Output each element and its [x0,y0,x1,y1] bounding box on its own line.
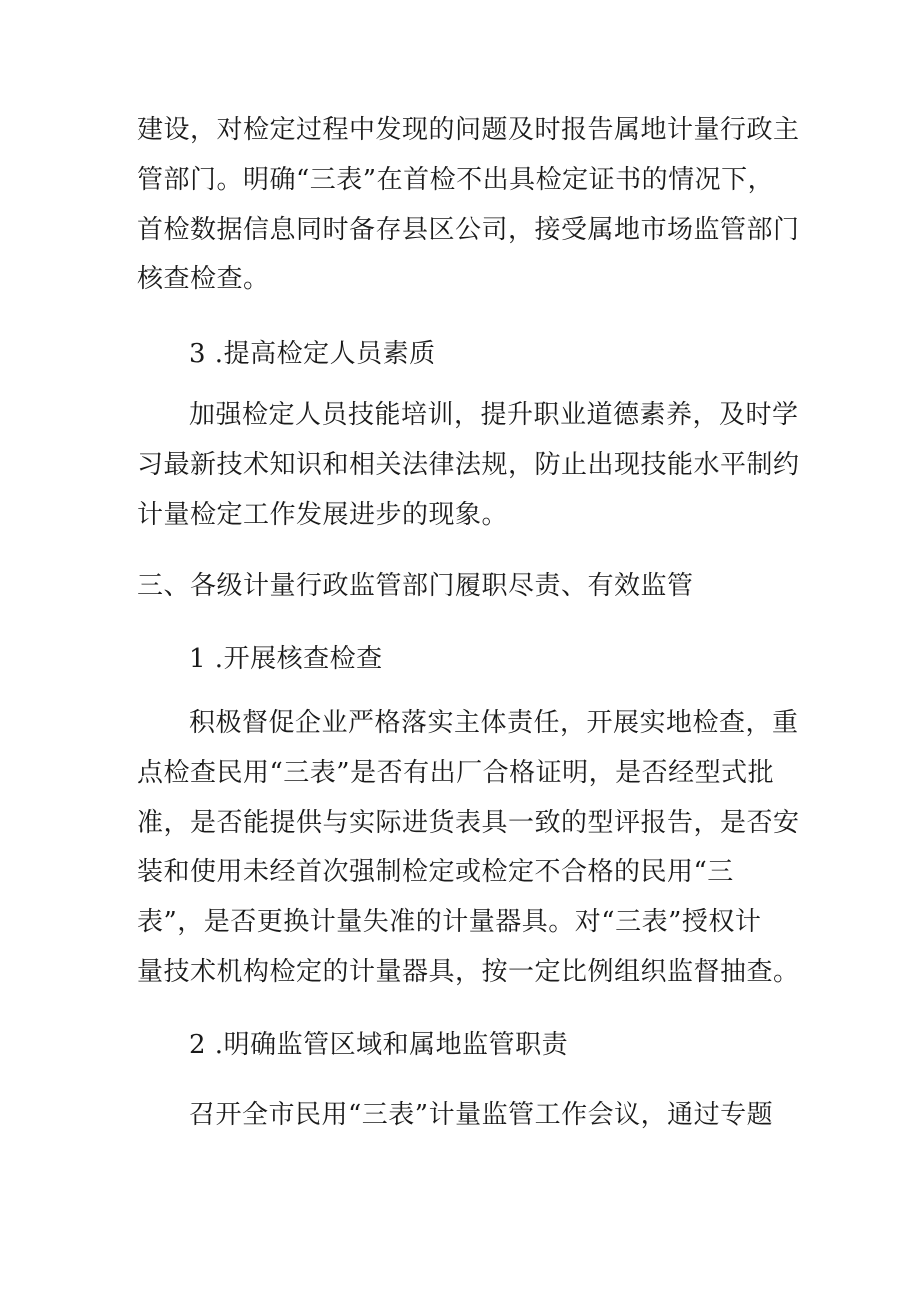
subheading-1: 1 .开展核查检查 [189,644,383,674]
paragraph-line: 习最新技术知识和相关法律法规，防止出现技能水平制约 [137,450,800,480]
paragraph-line: 计量检定工作发展进步的现象。 [137,500,509,530]
paragraph-line: 积极督促企业严格落实主体责任，开展实地检查，重 [189,708,799,738]
paragraph-line: 建设，对检定过程中发现的问题及时报告属地计量行政主 [137,115,800,145]
paragraph-line: 管部门。明确“三表”在首检不出具检定证书的情况下， [137,165,775,195]
paragraph-line: 召开全市民用“三表”计量监管工作会议，通过专题 [189,1100,774,1130]
section-heading-3: 三、各级计量行政监管部门履职尽责、有效监管 [137,571,694,601]
paragraph-line: 表”，是否更换计量失准的计量器具。对“三表”授权计 [137,907,762,937]
paragraph-line: 装和使用未经首次强制检定或检定不合格的民用“三 [137,857,734,887]
paragraph-line: 点检查民用“三表”是否有出厂合格证明，是否经型式批 [137,758,775,788]
subheading-3: 3 .提高检定人员素质 [189,339,436,369]
paragraph-line: 首检数据信息同时备存县区公司，接受属地市场监管部门 [137,215,800,245]
paragraph-line: 核查检查。 [137,264,270,294]
subheading-2: 2 .明确监管区域和属地监管职责 [189,1030,569,1060]
paragraph-line: 加强检定人员技能培训，提升职业道德素养，及时学 [189,400,799,430]
paragraph-line: 准，是否能提供与实际进货表具一致的型评报告，是否安 [137,808,800,838]
paragraph-line: 量技术机构检定的计量器具，按一定比例组织监督抽查。 [137,957,800,987]
